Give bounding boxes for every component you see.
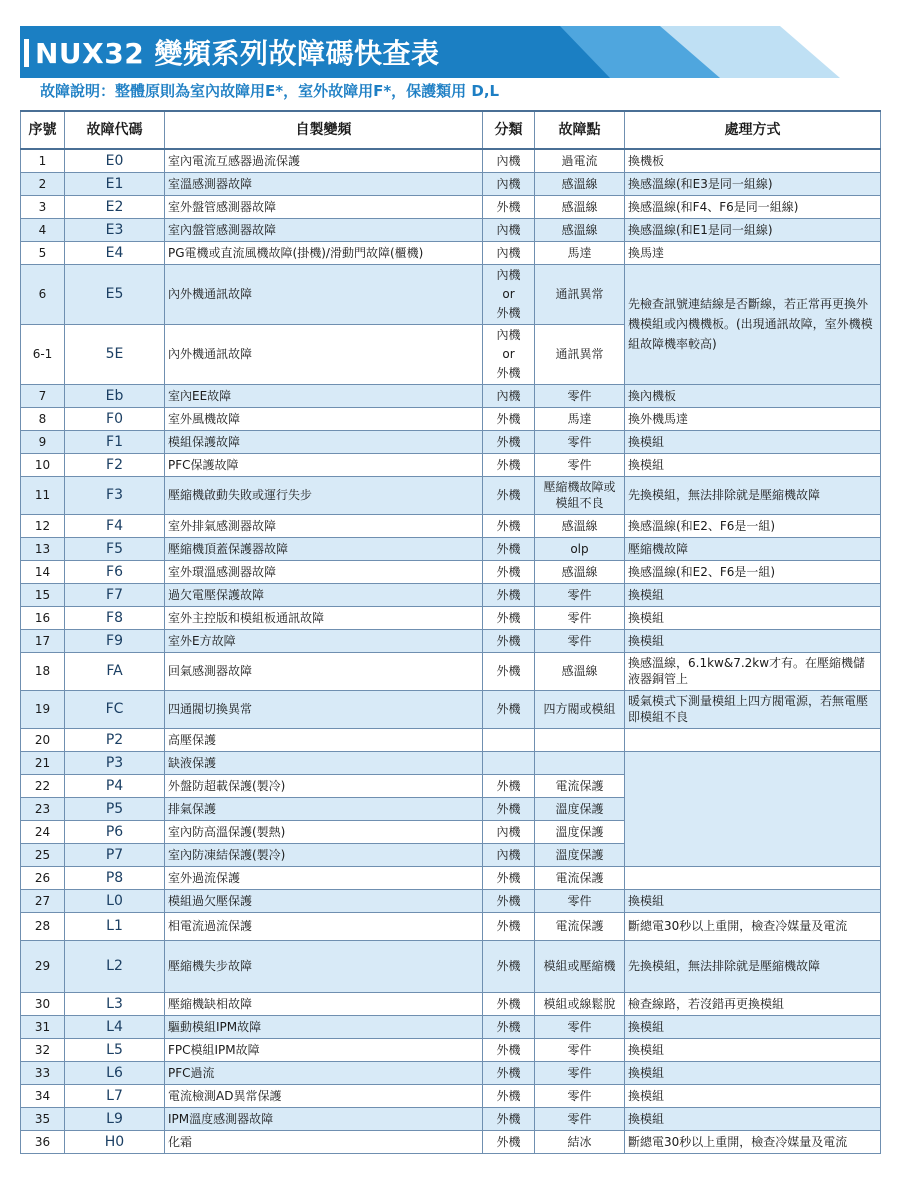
fault-name: 室內EE故障 — [165, 384, 483, 407]
fault-point: 通訊異常 — [535, 324, 625, 384]
table-row — [21, 690, 881, 728]
fault-type-line: 內機 — [496, 267, 521, 282]
fault-point: 零件 — [535, 430, 625, 453]
fault-point: 零件 — [535, 1061, 625, 1084]
fault-type: 外機 — [483, 453, 535, 476]
fault-name: 室外環溫感測器故障 — [165, 560, 483, 583]
table-body — [21, 149, 881, 1153]
row-number: 17 — [21, 629, 65, 652]
fault-fix: 換模組 — [625, 1038, 881, 1061]
fault-code: L3 — [65, 992, 165, 1015]
fault-fix: 斷總電30秒以上重開，檢查冷媒量及電流 — [625, 912, 881, 940]
fault-type-line: 內機 — [496, 327, 521, 342]
row-number: 12 — [21, 514, 65, 537]
fault-code: FC — [65, 690, 165, 728]
fault-type: 內機 — [483, 218, 535, 241]
row-number: 19 — [21, 690, 65, 728]
fault-name: 室內防高溫保護(製熱) — [165, 820, 483, 843]
table-row — [21, 1130, 881, 1153]
fault-point: 零件 — [535, 384, 625, 407]
fault-point: 模組或線鬆脫 — [535, 992, 625, 1015]
table-row — [21, 537, 881, 560]
fault-code: F4 — [65, 514, 165, 537]
fault-type: 外機 — [483, 889, 535, 912]
fault-code: L7 — [65, 1084, 165, 1107]
fault-fix — [625, 728, 881, 751]
row-number: 7 — [21, 384, 65, 407]
page-title — [24, 32, 439, 72]
fault-type: 外機 — [483, 652, 535, 690]
fault-code: F2 — [65, 453, 165, 476]
fault-name: 高壓保護 — [165, 728, 483, 751]
fault-fix: 壓縮機故障 — [625, 537, 881, 560]
row-number: 3 — [21, 195, 65, 218]
fault-type: 外機 — [483, 940, 535, 992]
fault-type: 內機 — [483, 149, 535, 172]
fault-point: 零件 — [535, 1038, 625, 1061]
row-number: 18 — [21, 652, 65, 690]
fault-code: F0 — [65, 407, 165, 430]
fault-type: 內機 — [483, 820, 535, 843]
fault-point: 感溫線 — [535, 218, 625, 241]
fault-name: FPC模組IPM故障 — [165, 1038, 483, 1061]
fault-fix: 換感溫線(和E2、F6是一組) — [625, 514, 881, 537]
table-row — [21, 606, 881, 629]
row-number: 30 — [21, 992, 65, 1015]
row-number: 32 — [21, 1038, 65, 1061]
table-row — [21, 241, 881, 264]
fault-type: 外機 — [483, 1038, 535, 1061]
fault-type: 外機 — [483, 1130, 535, 1153]
table-row — [21, 149, 881, 172]
table-row — [21, 1107, 881, 1130]
row-number: 22 — [21, 774, 65, 797]
fault-name: 內外機通訊故障 — [165, 324, 483, 384]
fault-type: 外機 — [483, 560, 535, 583]
page-title-text: NUX32 變頻系列故障碼快查表 — [35, 37, 440, 70]
fault-type-line: or — [502, 346, 515, 361]
fault-code: L2 — [65, 940, 165, 992]
fault-type: 外機 — [483, 1061, 535, 1084]
fault-code: H0 — [65, 1130, 165, 1153]
table-row — [21, 1084, 881, 1107]
table-row — [21, 514, 881, 537]
fault-code: E4 — [65, 241, 165, 264]
fault-fix: 換機板 — [625, 149, 881, 172]
fault-code: Eb — [65, 384, 165, 407]
fault-name: 室外主控版和模組板通訊故障 — [165, 606, 483, 629]
table-row — [21, 195, 881, 218]
fault-fix: 檢查線路，若沒錯再更換模組 — [625, 992, 881, 1015]
fault-fix: 先檢查訊號連結線是否斷線，若正常再更換外機模組或內機機板。(出現通訊故障，室外機模組故障機率較高) — [625, 264, 881, 384]
fault-name: 過欠電壓保護故障 — [165, 583, 483, 606]
fault-point: 感溫線 — [535, 195, 625, 218]
row-number: 6-1 — [21, 324, 65, 384]
fault-point: 感溫線 — [535, 652, 625, 690]
fault-name: 回氣感測器故障 — [165, 652, 483, 690]
fault-type: 外機 — [483, 797, 535, 820]
fault-name: 外盤防超載保護(製冷) — [165, 774, 483, 797]
column-header-fix: 處理方式 — [625, 111, 881, 149]
fault-name: 模組過欠壓保護 — [165, 889, 483, 912]
fault-code: L6 — [65, 1061, 165, 1084]
row-number: 14 — [21, 560, 65, 583]
row-number: 21 — [21, 751, 65, 774]
fault-name: 室外E方故障 — [165, 629, 483, 652]
column-header-name: 自製變頻 — [165, 111, 483, 149]
fault-point: 馬達 — [535, 407, 625, 430]
fault-fix: 換模組 — [625, 1061, 881, 1084]
fault-point: 結冰 — [535, 1130, 625, 1153]
column-header-point: 故障點 — [535, 111, 625, 149]
fault-code: P5 — [65, 797, 165, 820]
fault-name: IPM溫度感測器故障 — [165, 1107, 483, 1130]
row-number: 26 — [21, 866, 65, 889]
fault-name: 室內電流互感器過流保護 — [165, 149, 483, 172]
fault-code: E2 — [65, 195, 165, 218]
table-row — [21, 652, 881, 690]
fault-code: P6 — [65, 820, 165, 843]
table-row — [21, 912, 881, 940]
column-header-code: 故障代碼 — [65, 111, 165, 149]
fault-fix — [625, 751, 881, 866]
fault-type: 內機 — [483, 384, 535, 407]
table-row — [21, 172, 881, 195]
table-row — [21, 728, 881, 751]
row-number: 28 — [21, 912, 65, 940]
fault-name: 缺液保護 — [165, 751, 483, 774]
row-number: 35 — [21, 1107, 65, 1130]
fault-point: 感溫線 — [535, 172, 625, 195]
fault-fix: 換模組 — [625, 606, 881, 629]
fault-name: 壓縮機缺相故障 — [165, 992, 483, 1015]
row-number: 34 — [21, 1084, 65, 1107]
fault-type: 內機 — [483, 241, 535, 264]
fault-name: 相電流過流保護 — [165, 912, 483, 940]
fault-type: 外機 — [483, 476, 535, 514]
table-row — [21, 407, 881, 430]
fault-name: 室外排氣感測器故障 — [165, 514, 483, 537]
fault-point — [535, 728, 625, 751]
table-row — [21, 384, 881, 407]
row-number: 36 — [21, 1130, 65, 1153]
fault-point: 溫度保護 — [535, 820, 625, 843]
table-row — [21, 1038, 881, 1061]
fault-name: 驅動模組IPM故障 — [165, 1015, 483, 1038]
table-row — [21, 430, 881, 453]
fault-name: 室內盤管感測器故障 — [165, 218, 483, 241]
fault-type-line: 外機 — [496, 365, 521, 380]
table-row — [21, 1015, 881, 1038]
fault-type — [483, 728, 535, 751]
fault-name: 室外風機故障 — [165, 407, 483, 430]
row-number: 23 — [21, 797, 65, 820]
fault-point: 通訊異常 — [535, 264, 625, 324]
fault-code: P8 — [65, 866, 165, 889]
table-row — [21, 218, 881, 241]
fault-type: 外機 — [483, 774, 535, 797]
fault-fix — [625, 866, 881, 889]
fault-name: 排氣保護 — [165, 797, 483, 820]
fault-code: P2 — [65, 728, 165, 751]
fault-fix: 換模組 — [625, 430, 881, 453]
fault-name: 內外機通訊故障 — [165, 264, 483, 324]
fault-point: 壓縮機故障或模組不良 — [535, 476, 625, 514]
fault-type: 外機 — [483, 992, 535, 1015]
fault-code: F6 — [65, 560, 165, 583]
fault-fix: 換感溫線(和E3是同一組線) — [625, 172, 881, 195]
fault-fix: 換模組 — [625, 1084, 881, 1107]
fault-point: 溫度保護 — [535, 797, 625, 820]
fault-name: 壓縮機失步故障 — [165, 940, 483, 992]
fault-point: 零件 — [535, 453, 625, 476]
fault-point: olp — [535, 537, 625, 560]
fault-fix: 換馬達 — [625, 241, 881, 264]
fault-name: PFC保護故障 — [165, 453, 483, 476]
fault-name: 壓縮機頂蓋保護器故障 — [165, 537, 483, 560]
table-row — [21, 629, 881, 652]
fault-fix: 換感溫線(和F4、F6是同一組線) — [625, 195, 881, 218]
fault-code: F5 — [65, 537, 165, 560]
fault-name: 室內防凍結保護(製冷) — [165, 843, 483, 866]
fault-code: E1 — [65, 172, 165, 195]
fault-fix: 換模組 — [625, 583, 881, 606]
fault-type: 外機 — [483, 690, 535, 728]
fault-name: PG電機或直流風機故障(掛機)/滑動門故障(櫃機) — [165, 241, 483, 264]
fault-code: F3 — [65, 476, 165, 514]
row-number: 20 — [21, 728, 65, 751]
fault-type: 外機 — [483, 407, 535, 430]
fault-point: 模組或壓縮機 — [535, 940, 625, 992]
fault-fix: 暖氣模式下測量模組上四方閥電源，若無電壓即模組不良 — [625, 690, 881, 728]
fault-type: 外機 — [483, 1107, 535, 1130]
row-number: 11 — [21, 476, 65, 514]
row-number: 27 — [21, 889, 65, 912]
fault-code: F1 — [65, 430, 165, 453]
row-number: 2 — [21, 172, 65, 195]
fault-code: E0 — [65, 149, 165, 172]
fault-type: 外機 — [483, 583, 535, 606]
fault-point: 零件 — [535, 1015, 625, 1038]
table-row — [21, 940, 881, 992]
row-number: 15 — [21, 583, 65, 606]
fault-type-line: or — [502, 286, 515, 301]
fault-point: 四方閥或模組 — [535, 690, 625, 728]
table-row — [21, 992, 881, 1015]
title-bar-icon — [24, 39, 29, 67]
fault-type-line: 外機 — [496, 305, 521, 320]
fault-point: 馬達 — [535, 241, 625, 264]
row-number: 33 — [21, 1061, 65, 1084]
fault-fix: 換模組 — [625, 889, 881, 912]
fault-code: L0 — [65, 889, 165, 912]
fault-type — [483, 751, 535, 774]
column-header-type: 分類 — [483, 111, 535, 149]
table-row — [21, 1061, 881, 1084]
fault-name: 電流檢測AD異常保護 — [165, 1084, 483, 1107]
row-number: 24 — [21, 820, 65, 843]
fault-code: F7 — [65, 583, 165, 606]
fault-code: E5 — [65, 264, 165, 324]
table-row — [21, 476, 881, 514]
fault-fix: 換內機板 — [625, 384, 881, 407]
fault-point: 溫度保護 — [535, 843, 625, 866]
fault-name: 壓縮機啟動失敗或運行失步 — [165, 476, 483, 514]
row-number: 13 — [21, 537, 65, 560]
table-row — [21, 453, 881, 476]
fault-name: 化霜 — [165, 1130, 483, 1153]
fault-fix: 換模組 — [625, 453, 881, 476]
row-number: 29 — [21, 940, 65, 992]
fault-name: 室溫感測器故障 — [165, 172, 483, 195]
fault-code: F8 — [65, 606, 165, 629]
fault-fix: 換模組 — [625, 1107, 881, 1130]
fault-type: 外機 — [483, 195, 535, 218]
page-subtitle: 故障說明：整體原則為室內故障用E*，室外故障用F*，保護類用 D,L — [40, 82, 500, 100]
fault-name: PFC過流 — [165, 1061, 483, 1084]
row-number: 8 — [21, 407, 65, 430]
fault-point: 電流保護 — [535, 774, 625, 797]
fault-fix: 換感溫線，6.1kw&7.2kw才有。在壓縮機儲液器銅管上 — [625, 652, 881, 690]
fault-code: P3 — [65, 751, 165, 774]
fault-fix: 斷總電30秒以上重開，檢查冷媒量及電流 — [625, 1130, 881, 1153]
fault-name: 室外過流保護 — [165, 866, 483, 889]
table-row — [21, 866, 881, 889]
row-number: 4 — [21, 218, 65, 241]
table-header-row — [21, 111, 881, 149]
table-row — [21, 560, 881, 583]
fault-type — [483, 324, 535, 384]
fault-code: P7 — [65, 843, 165, 866]
table-row — [21, 889, 881, 912]
fault-point — [535, 751, 625, 774]
fault-point: 零件 — [535, 606, 625, 629]
table-row — [21, 751, 881, 774]
row-number: 25 — [21, 843, 65, 866]
fault-name: 四通閥切換異常 — [165, 690, 483, 728]
fault-fix: 換感溫線(和E2、F6是一組) — [625, 560, 881, 583]
fault-point: 感溫線 — [535, 514, 625, 537]
fault-type — [483, 264, 535, 324]
fault-point: 零件 — [535, 583, 625, 606]
row-number: 16 — [21, 606, 65, 629]
fault-code: 5E — [65, 324, 165, 384]
fault-point: 零件 — [535, 1084, 625, 1107]
row-number: 5 — [21, 241, 65, 264]
fault-code: L5 — [65, 1038, 165, 1061]
fault-point: 感溫線 — [535, 560, 625, 583]
fault-type: 外機 — [483, 537, 535, 560]
fault-type: 外機 — [483, 430, 535, 453]
fault-fix: 換模組 — [625, 629, 881, 652]
row-number: 9 — [21, 430, 65, 453]
fault-type: 外機 — [483, 1084, 535, 1107]
fault-point: 電流保護 — [535, 912, 625, 940]
fault-code: L4 — [65, 1015, 165, 1038]
fault-type: 外機 — [483, 629, 535, 652]
fault-point: 零件 — [535, 889, 625, 912]
fault-name: 模組保護故障 — [165, 430, 483, 453]
fault-code-table — [20, 110, 881, 1154]
fault-fix: 換模組 — [625, 1015, 881, 1038]
fault-type: 外機 — [483, 514, 535, 537]
fault-code: L1 — [65, 912, 165, 940]
fault-code: E3 — [65, 218, 165, 241]
fault-name: 室外盤管感測器故障 — [165, 195, 483, 218]
row-number: 10 — [21, 453, 65, 476]
fault-code: FA — [65, 652, 165, 690]
table-row — [21, 583, 881, 606]
fault-type: 外機 — [483, 606, 535, 629]
fault-type: 內機 — [483, 172, 535, 195]
fault-type: 外機 — [483, 912, 535, 940]
row-number: 31 — [21, 1015, 65, 1038]
fault-point: 電流保護 — [535, 866, 625, 889]
table-row — [21, 264, 881, 324]
fault-type: 外機 — [483, 1015, 535, 1038]
fault-code: F9 — [65, 629, 165, 652]
fault-fix: 換感溫線(和E1是同一組線) — [625, 218, 881, 241]
fault-code: P4 — [65, 774, 165, 797]
fault-fix: 先換模組，無法排除就是壓縮機故障 — [625, 940, 881, 992]
fault-point: 零件 — [535, 1107, 625, 1130]
row-number: 1 — [21, 149, 65, 172]
column-header-no: 序號 — [21, 111, 65, 149]
fault-code: L9 — [65, 1107, 165, 1130]
fault-type: 內機 — [483, 843, 535, 866]
fault-point: 零件 — [535, 629, 625, 652]
row-number: 6 — [21, 264, 65, 324]
fault-fix: 先換模組，無法排除就是壓縮機故障 — [625, 476, 881, 514]
fault-point: 過電流 — [535, 149, 625, 172]
fault-type: 外機 — [483, 866, 535, 889]
fault-fix: 換外機馬達 — [625, 407, 881, 430]
